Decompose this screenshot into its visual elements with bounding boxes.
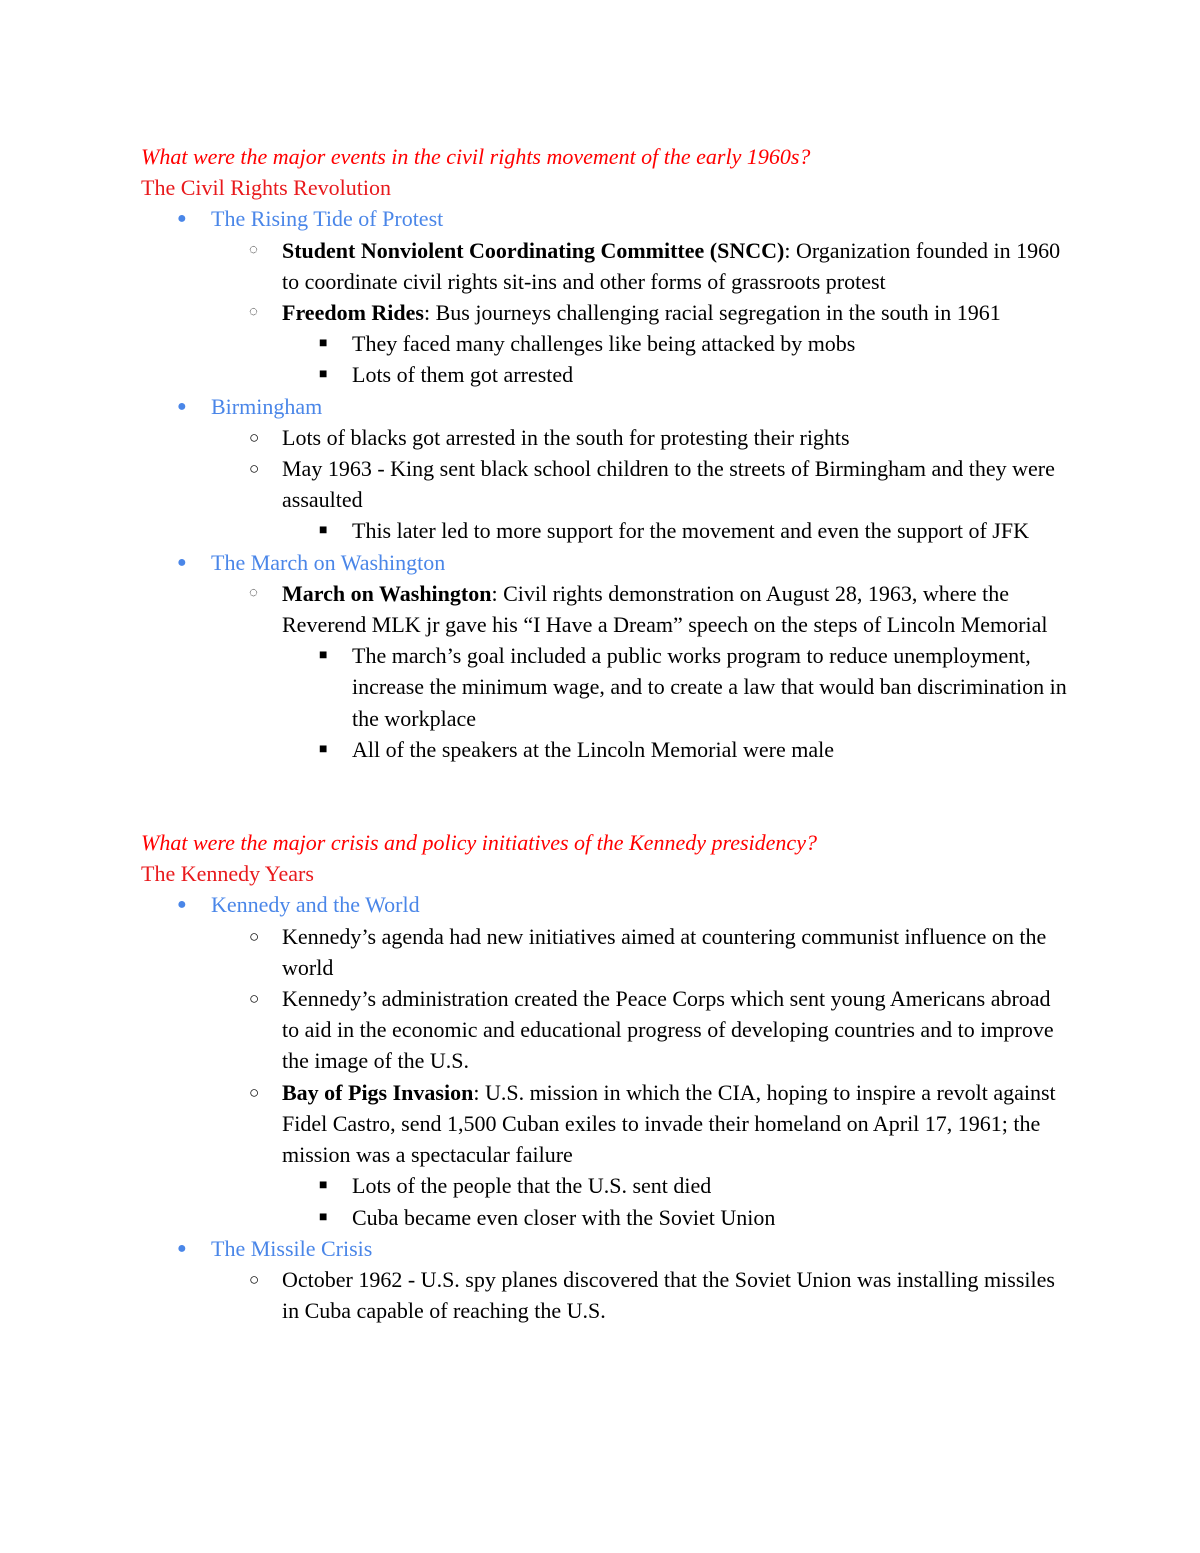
sub-sub-list	[141, 328, 1071, 390]
sub-sub-list	[141, 1170, 1071, 1232]
circle-bullet-icon: ○	[249, 1082, 260, 1102]
list-item	[141, 889, 1071, 920]
circle-bullet-icon: ◌	[249, 304, 258, 321]
circle-bullet-icon: ◌	[249, 584, 258, 601]
item-text: This later led to more support for the movement and even the support of JFK	[352, 518, 1029, 544]
list-item	[141, 359, 1071, 390]
list-item	[141, 453, 1071, 515]
sub-list	[141, 921, 1071, 1171]
item-text: Cuba became even closer with the Soviet Union	[352, 1204, 776, 1230]
section1-heading: The Civil Rights Revolution	[141, 175, 391, 201]
list-item	[141, 1233, 1071, 1264]
bullet-icon: ●	[177, 896, 187, 914]
topic-title: The Missile Crisis	[211, 1235, 373, 1261]
definition: : U.S. mission in which the CIA, hoping to inspire a revolt against Fidel Castro, send 1,500 Cuban exiles to invade their homeland on April 17, 1961; the mission was a spectacular failure	[282, 1079, 1056, 1168]
item-text: The march’s goal included a public works program to reduce unemployment, increase the minimum wage, and to create a law that would ban discrimination in the workplace	[352, 643, 1067, 731]
list-item	[141, 297, 1071, 328]
section1-list	[141, 203, 1071, 234]
list-item	[141, 1170, 1071, 1201]
circle-bullet-icon: ○	[249, 926, 260, 946]
list-item	[141, 1202, 1071, 1233]
term: March on Washington	[282, 580, 492, 606]
topic-title: The Rising Tide of Protest	[211, 206, 444, 232]
list-item	[141, 1264, 1071, 1326]
section1-list	[141, 547, 1071, 578]
bullet-icon: ●	[177, 397, 187, 415]
item-text: October 1962 - U.S. spy planes discovered that the Soviet Union was installing missiles in Cuba capable of reaching the U.S.	[282, 1266, 1055, 1324]
list-item	[141, 547, 1071, 578]
list-item	[141, 328, 1071, 359]
sub-list	[141, 1264, 1071, 1326]
item-text: All of the speakers at the Lincoln Memorial were male	[352, 736, 834, 762]
definition: : Civil rights demonstration on August 28, 1963, where the Reverend MLK jr gave his “I Have a Dream” speech on the steps of Lincoln Memorial	[282, 580, 1048, 638]
list-item	[141, 734, 1071, 765]
circle-bullet-icon: ○	[249, 427, 260, 447]
section1-question: What were the major events in the civil rights movement of the early 1960s?	[141, 144, 811, 169]
item-text: Lots of them got arrested	[352, 362, 574, 388]
square-bullet-icon: ■	[319, 1178, 328, 1194]
square-bullet-icon: ■	[319, 367, 328, 383]
bullet-icon: ●	[177, 1239, 187, 1257]
item-text: Kennedy’s agenda had new initiatives aimed at countering communist influence on the world	[282, 923, 1047, 980]
circle-bullet-icon: ○	[249, 989, 260, 1009]
section2-list	[141, 889, 1071, 920]
section2-heading: The Kennedy Years	[141, 861, 314, 887]
sub-sub-list	[141, 640, 1071, 765]
square-bullet-icon: ■	[319, 523, 328, 539]
list-item	[141, 391, 1071, 422]
section2-question: What were the major crisis and policy initiatives of the Kennedy presidency?	[141, 830, 817, 856]
list-item	[141, 578, 1071, 640]
definition: : Organization founded in 1960 to coordinate civil rights sit-ins and other forms of grassroots protest	[282, 237, 1061, 294]
list-item	[141, 515, 1071, 546]
circle-bullet-icon: ◌	[249, 241, 258, 258]
topic-title: The March on Washington	[211, 549, 446, 575]
item-text: May 1963 - King sent black school children to the streets of Birmingham and they were assaulted	[282, 456, 1055, 513]
item-text: They faced many challenges like being attacked by mobs	[352, 331, 856, 357]
definition: : Bus journeys challenging racial segregation in the south in 1961	[423, 300, 1001, 326]
bullet-icon: ●	[177, 553, 187, 571]
spacer	[141, 765, 1071, 827]
item-text: Kennedy’s administration created the Peace Corps which sent young Americans abroad to aid in the economic and educational progress of developing countries and to improve the image of the U.S.	[282, 986, 1054, 1074]
bullet-icon: ●	[177, 210, 187, 228]
section2-list	[141, 1233, 1071, 1264]
topic-title: Kennedy and the World	[211, 892, 420, 918]
list-item	[141, 422, 1071, 453]
square-bullet-icon: ■	[319, 1209, 328, 1225]
term: Student Nonviolent Coordinating Committee (SNCC)	[282, 237, 785, 263]
document-page	[141, 141, 1071, 1326]
term: Freedom Rides	[282, 300, 424, 326]
sub-list	[141, 578, 1071, 640]
list-item	[141, 640, 1071, 734]
item-text: Lots of the people that the U.S. sent died	[352, 1173, 712, 1199]
square-bullet-icon: ■	[319, 741, 328, 757]
sub-list	[141, 235, 1071, 329]
topic-title: Birmingham	[211, 393, 323, 419]
section1-list	[141, 391, 1071, 422]
square-bullet-icon: ■	[319, 648, 328, 664]
term: Bay of Pigs Invasion	[282, 1079, 474, 1105]
circle-bullet-icon: ○	[249, 459, 260, 479]
list-item	[141, 235, 1071, 297]
circle-bullet-icon: ○	[249, 1269, 260, 1289]
square-bullet-icon: ■	[319, 336, 328, 352]
item-text: Lots of blacks got arrested in the south for protesting their rights	[282, 424, 850, 450]
sub-sub-list	[141, 515, 1071, 546]
list-item	[141, 203, 1071, 234]
list-item	[141, 1077, 1071, 1171]
list-item	[141, 983, 1071, 1077]
sub-list	[141, 422, 1071, 516]
list-item	[141, 921, 1071, 983]
